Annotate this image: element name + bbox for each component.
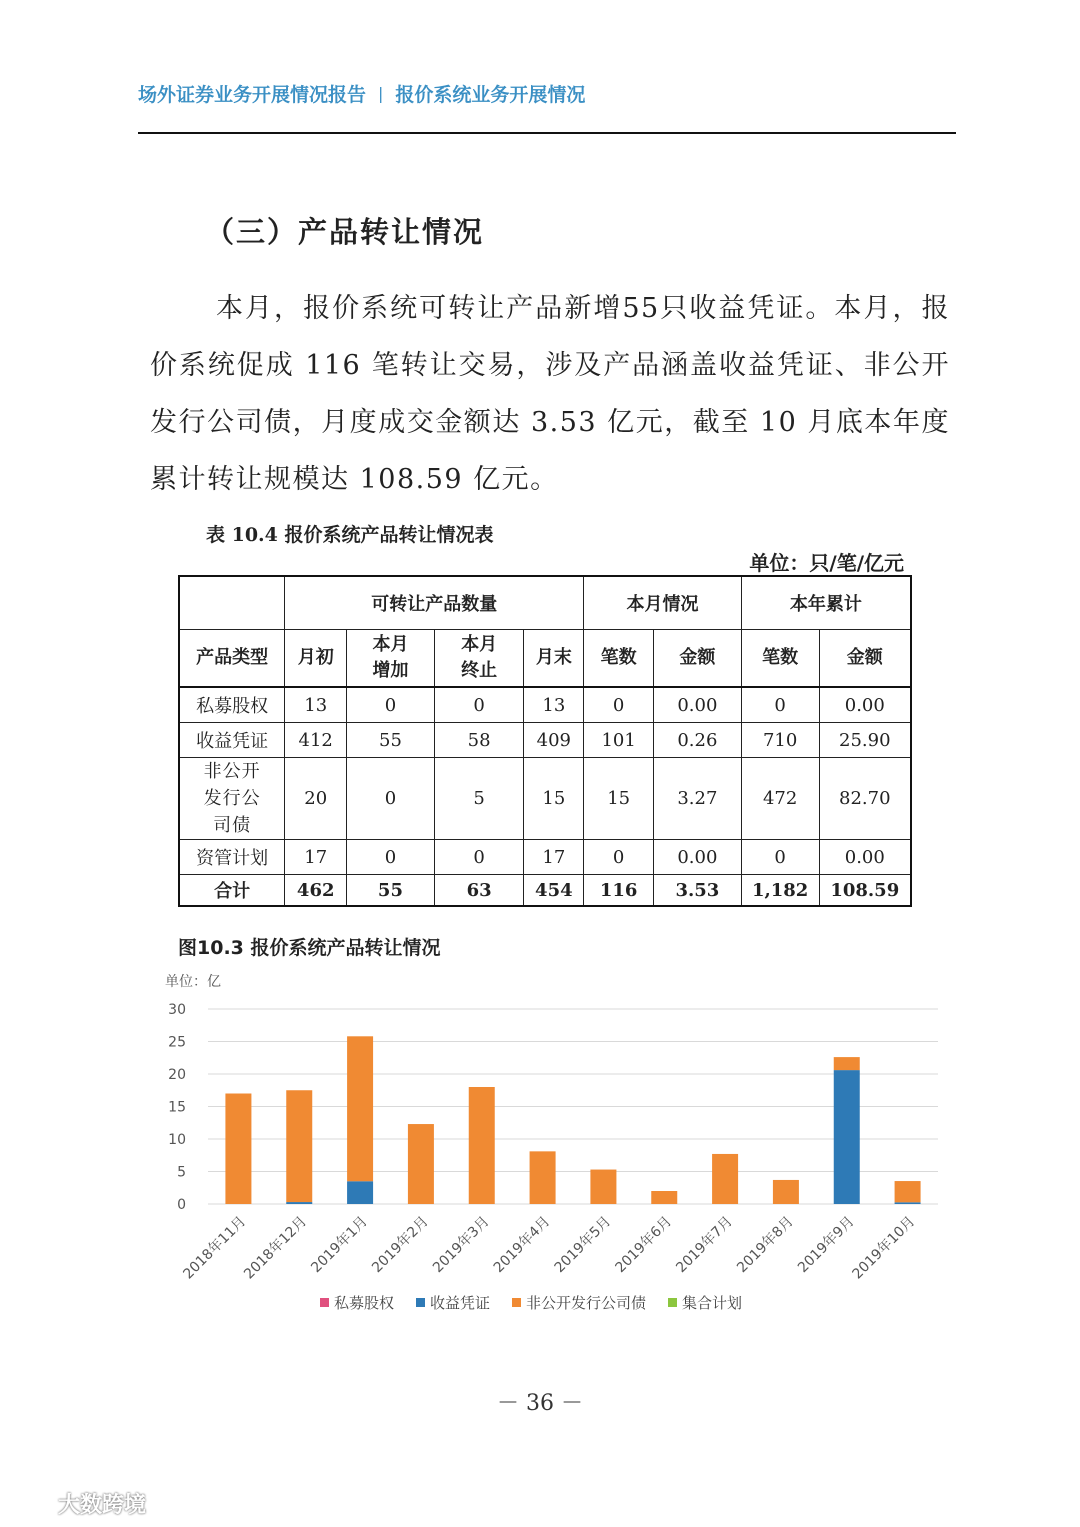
weibo-icon <box>12 1491 52 1517</box>
table-empty-corner <box>179 576 285 630</box>
col-header: 金额 <box>819 630 911 688</box>
x-tick-label: 2019年10月 <box>849 1213 919 1283</box>
table-cell: 0 <box>434 687 524 723</box>
table-cell: 0 <box>434 840 524 875</box>
col-header: 本月增加 <box>347 630 435 688</box>
table-column-header-row <box>179 630 911 688</box>
y-tick-label: 10 <box>168 1132 186 1148</box>
x-tick-label: 2018年12月 <box>241 1213 311 1283</box>
x-tick-label: 2019年2月 <box>369 1213 432 1277</box>
bar-segment <box>834 1057 860 1070</box>
table-cell: 82.70 <box>819 758 911 840</box>
bar-segment <box>347 1036 373 1181</box>
group-header-this-month: 本月情况 <box>584 576 741 630</box>
x-tick-label: 2019年9月 <box>794 1213 858 1277</box>
table-row <box>179 758 911 840</box>
table-cell: 5 <box>434 758 524 840</box>
transfer-table <box>178 575 912 907</box>
x-tick-label: 2019年3月 <box>429 1213 493 1277</box>
header-divider <box>138 132 956 134</box>
table-cell: 0 <box>741 840 819 875</box>
chart-unit-label: 单位：亿 <box>165 974 221 990</box>
legend-item <box>320 1292 394 1313</box>
table-row <box>179 840 911 875</box>
y-tick-label: 15 <box>168 1099 186 1116</box>
bar-segment <box>286 1202 312 1204</box>
table-cell: 13 <box>285 687 347 723</box>
table-cell: 63 <box>434 875 524 907</box>
group-header-product-count: 可转让产品数量 <box>285 576 584 630</box>
table-cell: 0 <box>584 840 654 875</box>
table-cell: 13 <box>524 687 584 723</box>
table-caption: 表 10.4 报价系统产品转让情况表 <box>206 524 494 546</box>
x-tick-label: 2018年11月 <box>180 1213 250 1283</box>
y-tick-label: 30 <box>168 1002 186 1018</box>
table-cell: 15 <box>524 758 584 840</box>
bar-segment <box>408 1124 434 1204</box>
table-cell: 710 <box>741 723 819 758</box>
bar-segment <box>895 1202 921 1204</box>
legend-swatch <box>512 1298 521 1307</box>
table-cell: 0.00 <box>819 840 911 875</box>
legend-item <box>512 1292 646 1313</box>
stacked-bar-chart <box>150 965 950 1320</box>
running-header <box>138 80 958 107</box>
header-section-title: 报价系统业务开展情况 <box>395 84 586 106</box>
y-tick-label: 5 <box>177 1164 186 1181</box>
table-cell: 454 <box>524 875 584 907</box>
bar-segment <box>895 1181 921 1202</box>
figure-caption: 图10.3 报价系统产品转让情况 <box>178 937 441 959</box>
col-header: 金额 <box>654 630 742 688</box>
table-cell: 17 <box>285 840 347 875</box>
table-cell: 17 <box>524 840 584 875</box>
x-tick-label: 2019年7月 <box>673 1213 736 1277</box>
bar-segment <box>286 1090 312 1202</box>
table-row <box>179 723 911 758</box>
section-title: （三）产品转让情况 <box>205 215 485 249</box>
table-cell: 108.59 <box>819 875 911 907</box>
legend-item <box>416 1292 490 1313</box>
col-header: 笔数 <box>584 630 654 688</box>
group-header-ytd: 本年累计 <box>741 576 911 630</box>
y-tick-label: 20 <box>168 1067 186 1083</box>
table-cell: 1,182 <box>741 875 819 907</box>
table-cell: 58 <box>434 723 524 758</box>
legend-label: 非公开发行公司债 <box>526 1294 647 1312</box>
watermark-text: 大数跨境 <box>58 1493 147 1518</box>
bar-segment <box>469 1087 495 1204</box>
legend-swatch <box>668 1298 677 1307</box>
header-report-title: 场外证券业务开展情况报告 <box>138 84 367 106</box>
table-cell: 101 <box>584 723 654 758</box>
header-separator: | <box>378 84 384 103</box>
page-number: － 36 － <box>497 1391 583 1416</box>
legend-swatch <box>320 1298 329 1307</box>
bar-segment <box>225 1094 251 1205</box>
legend-label: 收益凭证 <box>430 1294 491 1312</box>
table-cell: 私募股权 <box>179 687 285 723</box>
table-cell: 3.27 <box>654 758 742 840</box>
table-cell: 412 <box>285 723 347 758</box>
table-cell: 462 <box>285 875 347 907</box>
table-cell: 116 <box>584 875 654 907</box>
bar-segment <box>712 1154 738 1204</box>
legend-label: 私募股权 <box>334 1294 395 1312</box>
table-total-row <box>179 875 911 907</box>
table-cell: 资管计划 <box>179 840 285 875</box>
table-unit: 单位：只/笔/亿元 <box>749 551 904 575</box>
x-tick-label: 2019年5月 <box>551 1213 615 1277</box>
table-cell: 409 <box>524 723 584 758</box>
chart-plot <box>150 965 950 1285</box>
table-cell: 15 <box>584 758 654 840</box>
x-tick-label: 2019年8月 <box>734 1213 797 1277</box>
table-cell: 55 <box>347 875 435 907</box>
table-cell: 20 <box>285 758 347 840</box>
bar-segment <box>651 1191 677 1204</box>
legend-label: 集合计划 <box>682 1294 743 1312</box>
table-cell: 0 <box>347 758 435 840</box>
table-row <box>179 687 911 723</box>
table-cell: 0.00 <box>654 687 742 723</box>
legend-swatch <box>416 1298 425 1307</box>
table-cell: 0.26 <box>654 723 742 758</box>
table-cell: 3.53 <box>654 875 742 907</box>
chart-legend <box>320 1292 742 1313</box>
bar-segment <box>834 1070 860 1204</box>
legend-item <box>668 1292 742 1313</box>
table-cell: 25.90 <box>819 723 911 758</box>
col-header: 月末 <box>524 630 584 688</box>
y-tick-label: 25 <box>168 1034 186 1051</box>
table-cell: 0 <box>347 840 435 875</box>
table-cell: 0.00 <box>654 840 742 875</box>
table-cell: 0.00 <box>819 687 911 723</box>
table-group-header-row <box>179 576 911 630</box>
bar-segment <box>590 1170 616 1204</box>
bar-segment <box>773 1180 799 1204</box>
table-cell: 55 <box>347 723 435 758</box>
bar-segment <box>347 1181 373 1204</box>
watermark <box>12 1488 146 1519</box>
table-cell: 收益凭证 <box>179 723 285 758</box>
x-tick-label: 2019年4月 <box>490 1213 554 1277</box>
table-cell: 非公开发行公司债 <box>179 758 285 840</box>
bar-segment <box>530 1151 556 1204</box>
table-cell: 0 <box>741 687 819 723</box>
table-cell: 472 <box>741 758 819 840</box>
table-cell: 合计 <box>179 875 285 907</box>
col-header: 笔数 <box>741 630 819 688</box>
x-tick-label: 2019年1月 <box>308 1213 371 1277</box>
x-tick-label: 2019年6月 <box>612 1213 676 1277</box>
col-header: 本月终止 <box>434 630 524 688</box>
table-cell: 0 <box>347 687 435 723</box>
col-header: 产品类型 <box>179 630 285 688</box>
body-paragraph: 本月，报价系统可转让产品新增55只收益凭证。本月，报价系统促成 116 笔转让交易，涉及产品涵盖收益凭证、非公开发行公司债，月度成交金额达 3.53 亿元，截至 10 月底本年度累计转让规模达 108.59 亿元。 <box>150 293 950 495</box>
col-header: 月初 <box>285 630 347 688</box>
y-tick-label: 0 <box>177 1197 186 1213</box>
table-cell: 0 <box>584 687 654 723</box>
